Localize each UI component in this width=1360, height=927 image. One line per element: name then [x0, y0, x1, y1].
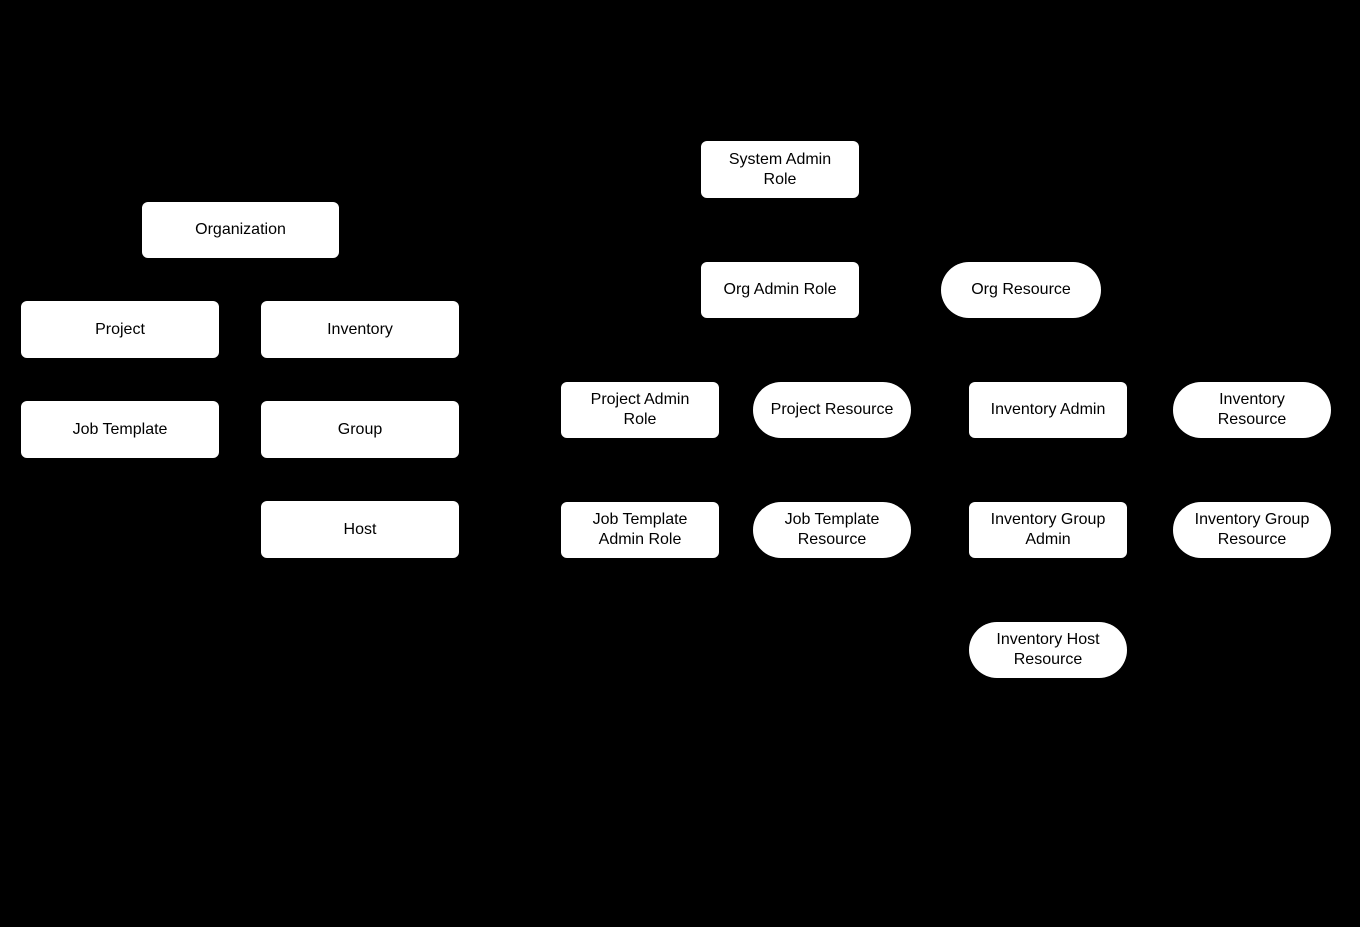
node-label-line: Organization [195, 221, 286, 238]
node-label-line: Org Resource [971, 281, 1071, 298]
node-inventory-group-resource [1173, 502, 1331, 558]
node-label-line: Job Template [72, 420, 168, 438]
node-inventory [261, 301, 459, 358]
node-label-line: Project Admin [590, 391, 690, 408]
node-inventory-group-admin [969, 502, 1127, 558]
node-org-admin-role [701, 262, 859, 318]
node-label-line: Resource [1013, 651, 1083, 668]
node-label-line: Inventory [1219, 391, 1285, 408]
node-label-line: Org Admin Role [723, 281, 837, 298]
node-inventory-admin [969, 382, 1127, 438]
node-job-template-admin-role [561, 502, 719, 558]
node-label-line: Inventory [327, 320, 393, 338]
node-label-line: System Admin [728, 150, 832, 168]
node-label-line: Admin Role [598, 531, 682, 548]
node-label-line: Project Resource [770, 401, 894, 418]
node-inventory-resource [1173, 382, 1331, 438]
node-label-line: Resource [1217, 411, 1287, 428]
node-label-line: Resource [797, 531, 867, 548]
node-label-line: Role [623, 411, 657, 428]
node-label-line: Inventory Host [996, 631, 1100, 648]
node-project-admin-role [561, 382, 719, 438]
node-label-line: Host [343, 520, 377, 538]
node-organization [142, 202, 339, 258]
node-label-line: Project [95, 320, 145, 338]
node-label-line: Inventory Admin [990, 401, 1106, 418]
node-project [21, 301, 219, 358]
node-label-line: Inventory Group [990, 511, 1106, 528]
node-label-line: Admin [1025, 531, 1071, 548]
node-label-line: Resource [1217, 531, 1287, 548]
node-label-line: Group [337, 420, 383, 438]
node-inventory-host-resource [969, 622, 1127, 678]
node-label-line: Job Template [592, 511, 688, 528]
node-project-resource [753, 382, 911, 438]
node-job-template [21, 401, 219, 458]
node-group [261, 401, 459, 458]
node-label-line: Job Template [784, 511, 880, 528]
node-system-admin-role [701, 141, 859, 198]
node-org-resource [941, 262, 1101, 318]
node-label-line: Inventory Group [1194, 511, 1310, 528]
node-job-template-resource [753, 502, 911, 558]
node-label-line: Role [763, 170, 797, 188]
node-host [261, 501, 459, 558]
